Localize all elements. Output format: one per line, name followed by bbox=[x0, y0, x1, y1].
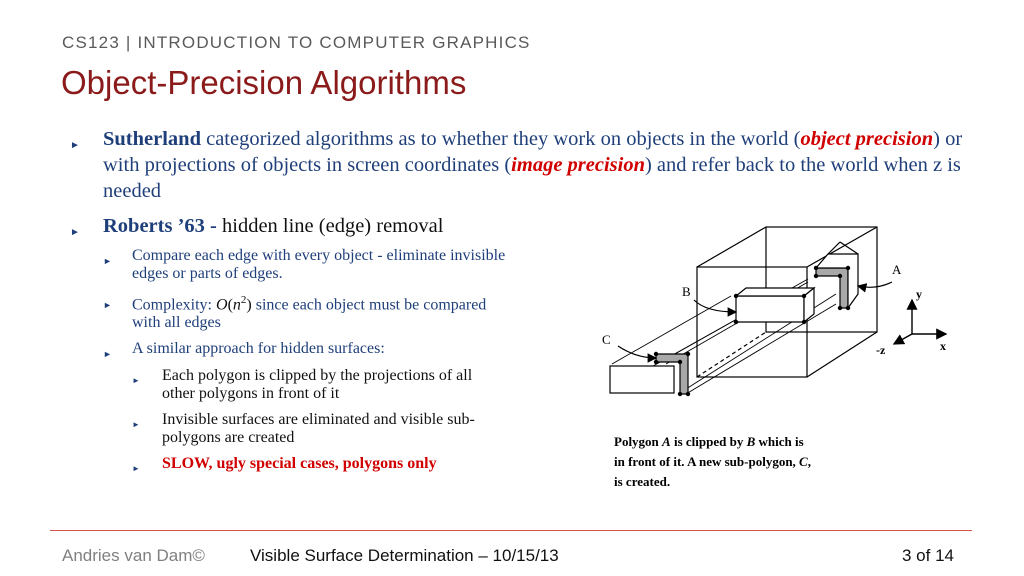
subsub-bullet-invisible bbox=[132, 411, 482, 446]
complexity-formula: O bbox=[216, 296, 228, 314]
label-a: A bbox=[892, 262, 902, 277]
roberts-name: Roberts ’63 - bbox=[103, 215, 217, 237]
footer-divider bbox=[50, 530, 972, 531]
bullet-arrow-icon: ► bbox=[70, 227, 80, 238]
caption-italic-c: C bbox=[799, 454, 808, 469]
invisible-text: Invisible surfaces are eliminated and visible sub-polygons are created bbox=[162, 411, 475, 446]
sub-bullet-compare bbox=[103, 247, 512, 283]
figure-caption bbox=[614, 432, 874, 492]
caption-text: is clipped by bbox=[670, 434, 747, 449]
bullet-arrow-icon: ► bbox=[132, 376, 140, 386]
clipping-diagram bbox=[596, 224, 966, 414]
footer-author: Andries van Dam© bbox=[62, 546, 205, 565]
complexity-label: Complexity: bbox=[132, 296, 216, 314]
caption-italic-a: A bbox=[662, 434, 671, 449]
caption-text: , bbox=[807, 454, 811, 469]
slide-title: Object-Precision Algorithms bbox=[61, 64, 467, 101]
arrow-b bbox=[694, 300, 736, 312]
bullet-roberts bbox=[70, 213, 543, 239]
bullet-arrow-icon: ► bbox=[103, 349, 112, 360]
footer-title: Visible Surface Determination – 10/15/13 bbox=[250, 546, 559, 565]
sub-bullet-hidden-surfaces bbox=[103, 340, 512, 358]
roberts-text: hidden line (edge) removal bbox=[216, 215, 444, 237]
sutherland-text-2: ) or with projections of objects in screen coordinates ( bbox=[103, 128, 963, 176]
polygon-c bbox=[610, 354, 688, 394]
axis-y-label: y bbox=[916, 287, 922, 301]
sub-bullet-complexity: ► Complexity: $O(n^2)$ since each object must be compared with all edges bbox=[103, 294, 487, 332]
subsub-bullet-clipped bbox=[132, 367, 482, 402]
caption-text: Polygon bbox=[614, 434, 663, 449]
bullet-arrow-icon: ► bbox=[70, 140, 80, 151]
clipped-text: Each polygon is clipped by the projections of all other polygons in front of it bbox=[162, 367, 473, 402]
hidden-surfaces-text: A similar approach for hidden surfaces: bbox=[132, 340, 385, 358]
label-c: C bbox=[602, 332, 611, 347]
arrow-a bbox=[858, 282, 892, 287]
polygon-b bbox=[736, 288, 814, 322]
sutherland-text-1: categorized algorithms as to whether they work on objects in the world ( bbox=[200, 128, 801, 150]
axis-x-label: x bbox=[940, 339, 946, 353]
arrow-c bbox=[618, 346, 656, 358]
subsub-bullet-slow bbox=[132, 455, 482, 473]
caption-italic-b: B bbox=[746, 434, 756, 449]
caption-text: in front of it. A new sub-polygon, bbox=[614, 454, 800, 469]
bullet-arrow-icon: ► bbox=[132, 464, 140, 474]
polygon-a bbox=[816, 242, 858, 308]
sutherland-text-3: ) and refer back to the world when z is needed bbox=[103, 154, 961, 202]
sutherland-name: Sutherland bbox=[103, 128, 201, 150]
image-precision-term: image precision bbox=[511, 154, 645, 176]
slow-text: SLOW, ugly special cases, polygons only bbox=[162, 455, 437, 473]
bullet-sutherland bbox=[70, 126, 980, 204]
caption-text: which is bbox=[755, 434, 804, 449]
bullet-arrow-icon: ► bbox=[132, 420, 140, 430]
page-number: 3 of 14 bbox=[902, 546, 954, 565]
axis-z-label: -z bbox=[876, 343, 886, 357]
object-precision-term: object precision bbox=[800, 128, 934, 150]
compare-text: Compare each edge with every object - eliminate invisible edges or parts of edges. bbox=[132, 247, 506, 282]
axes bbox=[894, 300, 946, 344]
bullet-arrow-icon: ► bbox=[103, 256, 112, 266]
bullet-arrow-icon: ► bbox=[103, 300, 112, 310]
complexity-text: since each object must be compared with all edges bbox=[132, 296, 487, 332]
caption-text: is created. bbox=[614, 474, 671, 489]
label-b: B bbox=[682, 284, 691, 299]
course-header: CS123 | INTRODUCTION TO COMPUTER GRAPHICS bbox=[62, 33, 531, 52]
